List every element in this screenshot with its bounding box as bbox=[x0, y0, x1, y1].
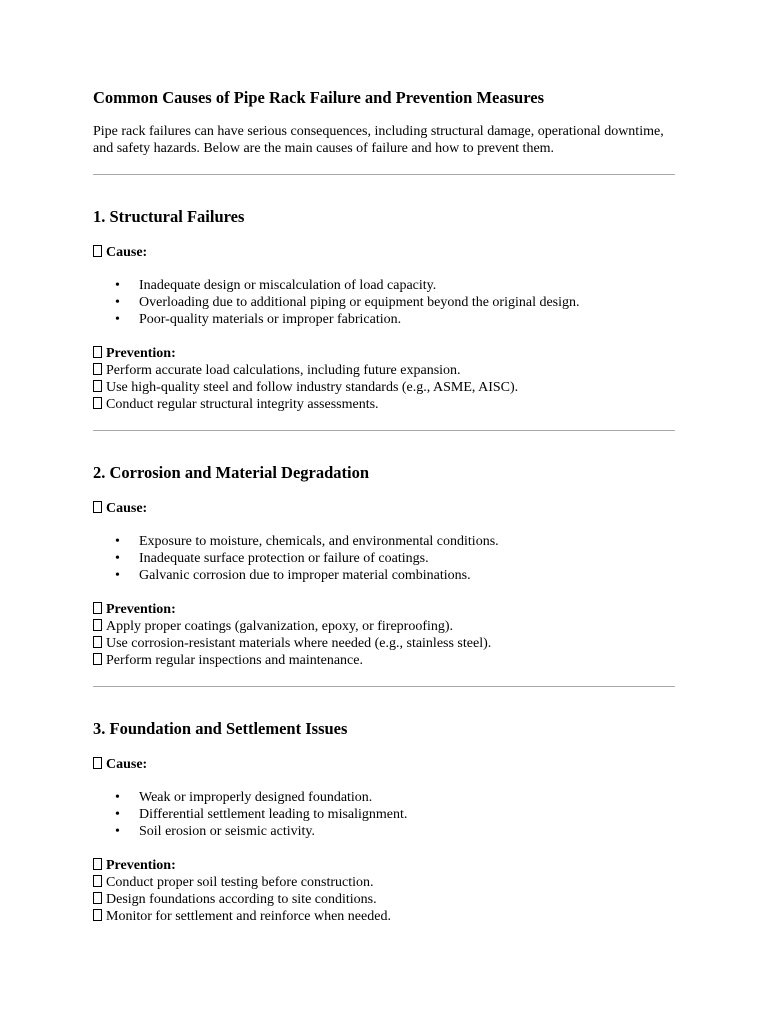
missing-glyph-icon bbox=[93, 653, 102, 665]
bullet-icon: • bbox=[115, 807, 120, 822]
bullet-icon: • bbox=[115, 551, 120, 566]
prevention-item: Conduct proper soil testing before construction. bbox=[93, 874, 391, 891]
cause-label: Cause: bbox=[93, 500, 147, 517]
list-item: • Galvanic corrosion due to improper material combinations. bbox=[115, 568, 471, 583]
missing-glyph-icon bbox=[93, 892, 102, 904]
bullet-icon: • bbox=[115, 295, 120, 310]
prevention-label: Prevention: bbox=[93, 345, 176, 362]
section-heading: 1. Structural Failures bbox=[93, 207, 245, 226]
prevention-list bbox=[93, 618, 491, 669]
list-item: • Weak or improperly designed foundation. bbox=[115, 790, 373, 805]
missing-glyph-icon bbox=[93, 858, 102, 870]
prevention-item: Conduct regular structural integrity assessments. bbox=[93, 396, 518, 413]
missing-glyph-icon bbox=[93, 380, 102, 392]
cause-label: Cause: bbox=[93, 756, 147, 773]
prevention-list bbox=[93, 362, 518, 413]
list-item: • Poor-quality materials or improper fabrication. bbox=[115, 312, 402, 327]
missing-glyph-icon bbox=[93, 636, 102, 648]
divider bbox=[93, 174, 675, 175]
prevention-item: Apply proper coatings (galvanization, epoxy, or fireproofing). bbox=[93, 618, 491, 635]
prevention-item: Use high-quality steel and follow industry standards (e.g., ASME, AISC). bbox=[93, 379, 518, 396]
list-item: • Differential settlement leading to misalignment. bbox=[115, 807, 408, 822]
missing-glyph-icon bbox=[93, 909, 102, 921]
divider bbox=[93, 430, 675, 431]
list-item: • Exposure to moisture, chemicals, and environmental conditions. bbox=[115, 534, 499, 549]
section-heading: 3. Foundation and Settlement Issues bbox=[93, 719, 348, 738]
bullet-icon: • bbox=[115, 568, 120, 583]
list-item: • Overloading due to additional piping or equipment beyond the original design. bbox=[115, 295, 580, 310]
section-heading: 2. Corrosion and Material Degradation bbox=[93, 463, 370, 482]
prevention-label: Prevention: bbox=[93, 601, 176, 618]
list-item: • Soil erosion or seismic activity. bbox=[115, 824, 316, 839]
prevention-item: Monitor for settlement and reinforce when needed. bbox=[93, 908, 391, 925]
missing-glyph-icon bbox=[93, 397, 102, 409]
missing-glyph-icon bbox=[93, 875, 102, 887]
bullet-icon: • bbox=[115, 312, 120, 327]
cause-label: Cause: bbox=[93, 244, 147, 261]
prevention-item: Perform accurate load calculations, including future expansion. bbox=[93, 362, 518, 379]
missing-glyph-icon bbox=[93, 619, 102, 631]
missing-glyph-icon bbox=[93, 245, 102, 257]
missing-glyph-icon bbox=[93, 757, 102, 769]
missing-glyph-icon bbox=[93, 363, 102, 375]
document-title: Common Causes of Pipe Rack Failure and Prevention Measures bbox=[93, 88, 544, 107]
bullet-icon: • bbox=[115, 534, 120, 549]
missing-glyph-icon bbox=[93, 501, 102, 513]
prevention-label: Prevention: bbox=[93, 857, 176, 874]
prevention-item: Perform regular inspections and maintenance. bbox=[93, 652, 491, 669]
cause-list bbox=[93, 533, 499, 584]
prevention-list bbox=[93, 874, 391, 925]
cause-list bbox=[93, 277, 580, 328]
bullet-icon: • bbox=[115, 790, 120, 805]
divider bbox=[93, 686, 675, 687]
prevention-item: Use corrosion-resistant materials where needed (e.g., stainless steel). bbox=[93, 635, 491, 652]
list-item: • Inadequate design or miscalculation of load capacity. bbox=[115, 278, 437, 293]
intro-paragraph: Pipe rack failures can have serious consequences, including structural damage, operational downtime, and safety hazards. Below are the main causes of failure and how to prevent them. bbox=[93, 124, 664, 156]
list-item: • Inadequate surface protection or failure of coatings. bbox=[115, 551, 429, 566]
bullet-icon: • bbox=[115, 824, 120, 839]
cause-list bbox=[93, 789, 407, 840]
missing-glyph-icon bbox=[93, 602, 102, 614]
bullet-icon: • bbox=[115, 278, 120, 293]
prevention-item: Design foundations according to site conditions. bbox=[93, 891, 391, 908]
missing-glyph-icon bbox=[93, 346, 102, 358]
